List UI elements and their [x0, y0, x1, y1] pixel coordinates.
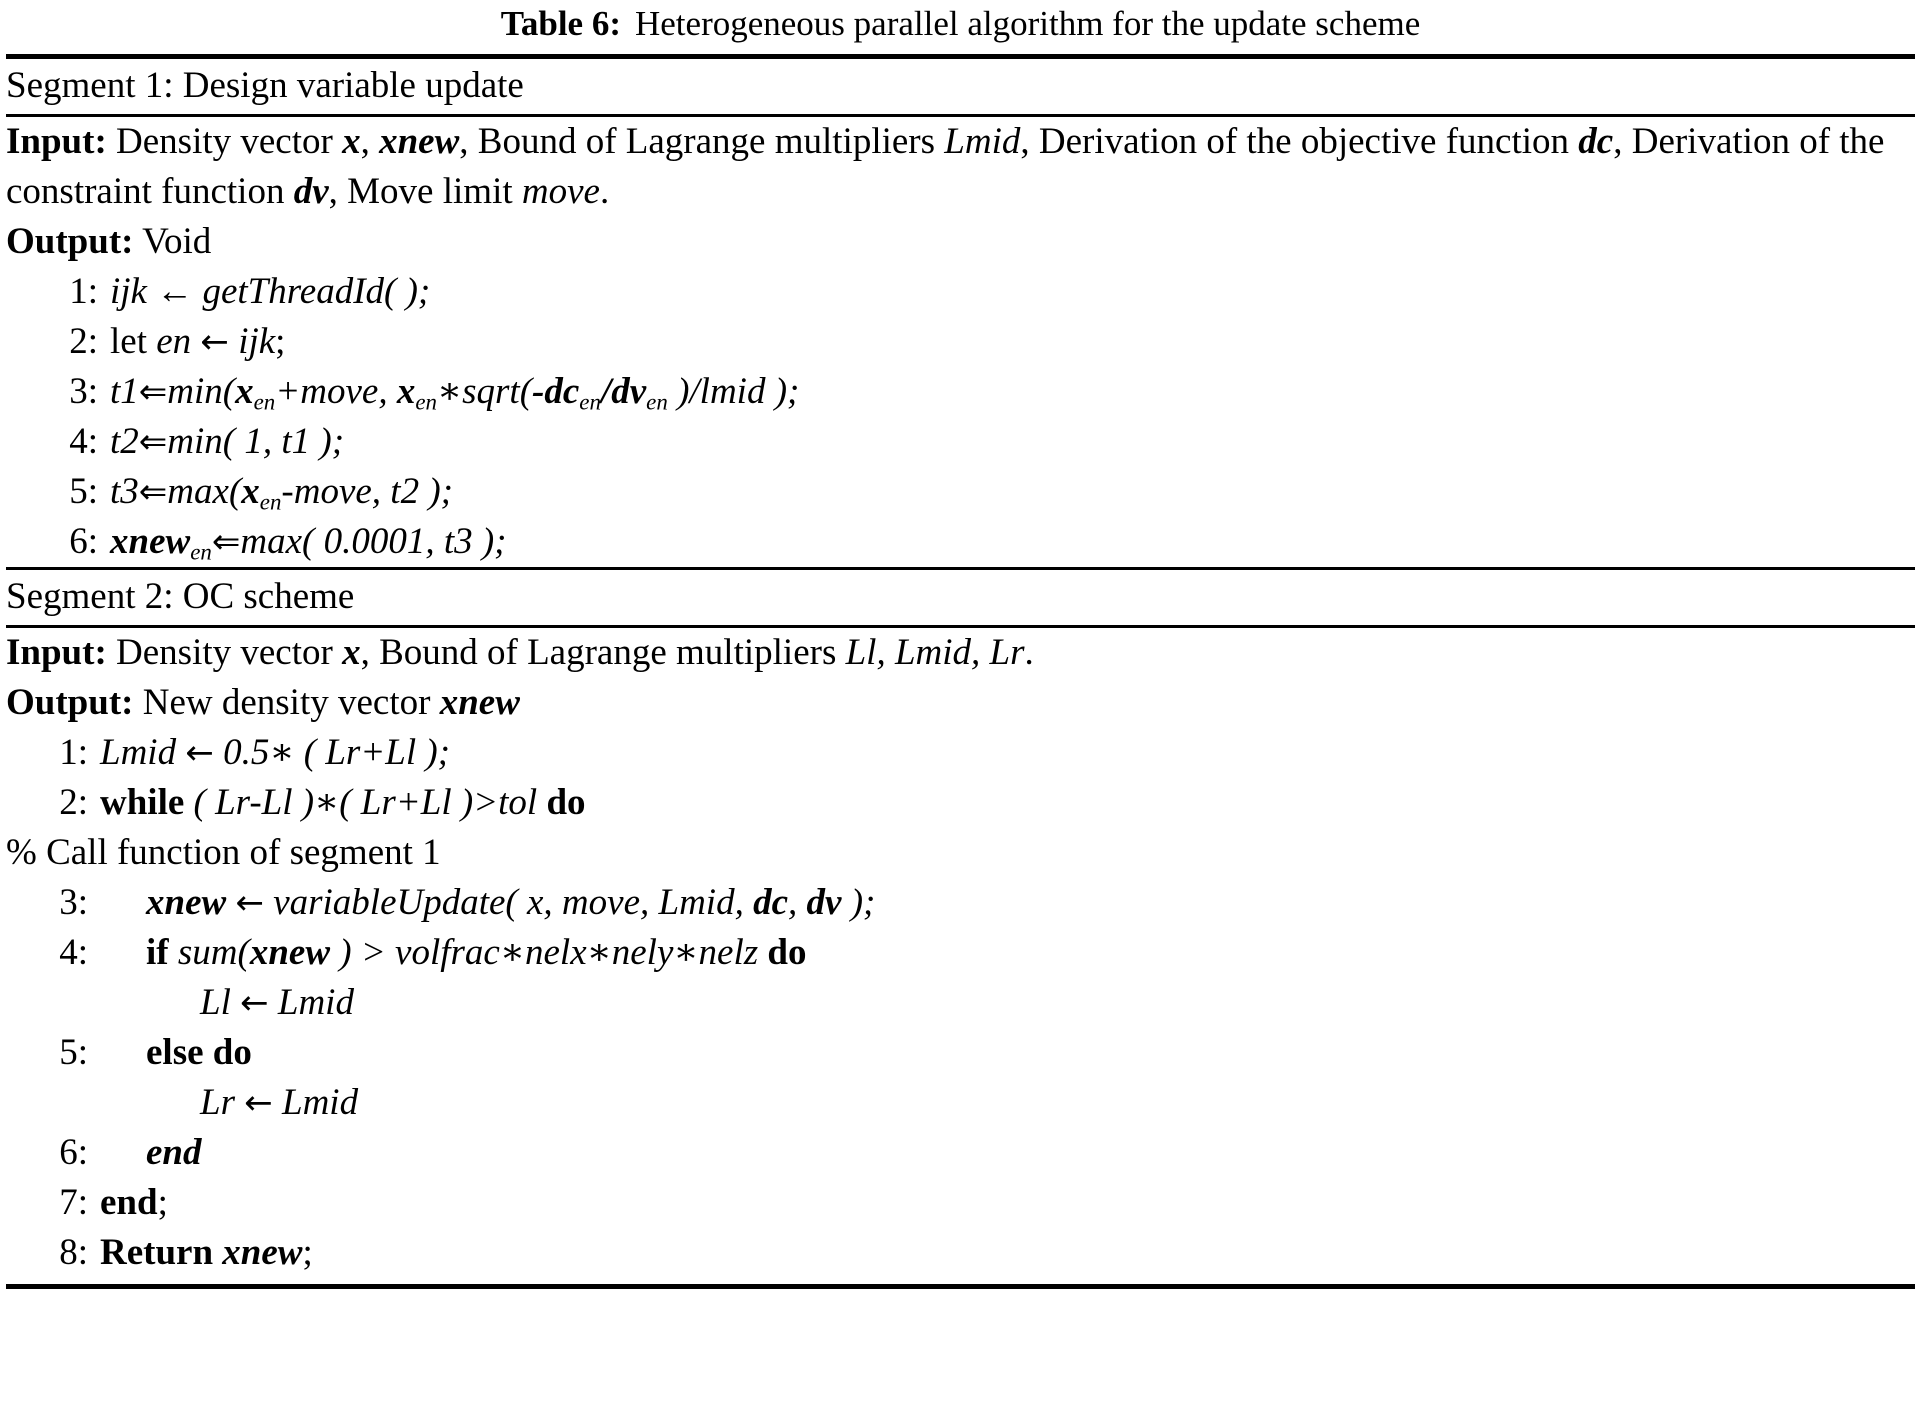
- segment1-input-row: [6, 117, 1915, 217]
- tok-a: sum(: [177, 932, 250, 974]
- segment2-line-3: [6, 878, 1915, 928]
- left-arrow-icon: ←: [235, 883, 264, 924]
- tok-a: Lr: [200, 1082, 235, 1124]
- left-arrow-icon: ←: [185, 733, 214, 774]
- tok-b: max(: [167, 471, 242, 513]
- tok-a: xnew: [222, 1232, 303, 1274]
- sub-en: en: [190, 539, 212, 565]
- line-number: 1:: [69, 271, 98, 313]
- segment1-input-p6: , Move limit: [328, 171, 522, 213]
- left-arrow-icon: ←: [244, 1083, 273, 1124]
- segment2-input-row: [6, 628, 1915, 678]
- tok-c: -move, t2 );: [281, 471, 453, 513]
- tok-a: ( Lr-Ll )∗( Lr+Ll )>tol: [184, 782, 547, 824]
- line-number: 2:: [59, 782, 88, 824]
- segment2-line-6: [6, 1128, 1915, 1178]
- tok-e: -dc: [532, 371, 580, 413]
- tok-c: ) > volfrac∗nelx∗nely∗nelz: [330, 932, 768, 974]
- line-content: [110, 471, 453, 515]
- segment1-input-p2: ,: [360, 121, 380, 163]
- segment2-comment-row: [6, 828, 1915, 878]
- tok-f: );: [841, 882, 876, 924]
- tok-b: max( 0.0001, t3 );: [240, 521, 507, 563]
- line-content: [100, 978, 354, 1028]
- segment1-input-v2: xnew: [379, 121, 460, 163]
- tok-b: xnew: [249, 932, 330, 974]
- segment2-input-v1: x: [342, 632, 361, 674]
- segment1-line-4: [6, 417, 1915, 467]
- segment1-input-p7: .: [599, 171, 610, 213]
- segment2-line-ll-assign: [6, 978, 1915, 1028]
- segment1-line-5: [6, 467, 1915, 517]
- line-content: ijk ← getThreadId( );: [110, 271, 431, 313]
- segment1-line-2: [6, 317, 1915, 367]
- segment2-input-label: Input:: [6, 632, 107, 674]
- sub-en: en: [579, 389, 601, 415]
- keyword-while: while: [100, 782, 185, 824]
- segment2-line-8: [6, 1228, 1915, 1278]
- line-content: [100, 928, 806, 978]
- segment2-output-row: [6, 678, 1915, 728]
- tok-d: ∗sqrt(: [436, 371, 533, 413]
- segment1-input-v6: move: [521, 171, 600, 213]
- line-number: 5:: [69, 471, 98, 513]
- double-left-arrow-icon: ⇐: [138, 372, 168, 413]
- caption-title: Heterogeneous parallel algorithm for the update scheme: [635, 4, 1421, 43]
- line-content: [100, 878, 875, 928]
- tok-e: dv: [806, 882, 842, 924]
- segment2-input-p3: .: [1024, 632, 1034, 674]
- tok-d: ,: [788, 882, 807, 924]
- segment1-input-v3: Lmid: [944, 121, 1021, 163]
- line-content: [100, 1078, 358, 1128]
- segment2-output-p1: New density vector: [142, 682, 440, 724]
- double-left-arrow-icon: ⇐: [138, 472, 168, 513]
- caption-label: Table 6:: [500, 4, 621, 43]
- segment1-input-v5: dv: [293, 171, 329, 213]
- tok-a: Ll: [200, 982, 231, 1024]
- segment2-output-v1: xnew: [439, 682, 520, 724]
- tok-x2: x: [396, 371, 416, 413]
- var-ijk: ijk: [238, 321, 276, 363]
- tok-b: 0.5∗ ( Lr+Ll );: [223, 732, 451, 774]
- segment2-body: [6, 628, 1915, 1278]
- tok-a: t2: [110, 421, 139, 463]
- tok-a: t1: [110, 371, 139, 413]
- line-content: [110, 371, 800, 415]
- tok-c: +move,: [275, 371, 397, 413]
- line-content: [110, 521, 507, 565]
- line-content: [100, 1232, 313, 1273]
- segment1-output-value: Void: [142, 221, 212, 263]
- line-content: [100, 1128, 202, 1178]
- segment1-body: [6, 117, 1915, 567]
- double-left-arrow-icon: ⇐: [138, 422, 168, 463]
- segment2-input-p1: Density vector: [116, 632, 343, 674]
- segment2-input-v2: Ll, Lmid, Lr: [845, 632, 1025, 674]
- segment1-input-v4: dc: [1578, 121, 1614, 163]
- keyword-return: Return: [100, 1232, 214, 1274]
- line-content: let en ← ijk;: [110, 321, 286, 363]
- segment1-input-v1: x: [342, 121, 361, 163]
- table-bottom-rule: [6, 1284, 1915, 1289]
- tok-b: min(: [167, 371, 236, 413]
- line-number: 6:: [59, 1132, 88, 1174]
- sub-en: en: [253, 389, 276, 415]
- segment2-line-2: [6, 778, 1915, 828]
- segment2-line-1: [6, 728, 1915, 778]
- tok-g: )/lmid );: [667, 371, 800, 413]
- line-number: 4:: [69, 421, 98, 463]
- line-content: [100, 732, 450, 773]
- keyword-if: if: [146, 932, 169, 974]
- keyword-end: end: [100, 1182, 158, 1224]
- segment2-comment: % Call function of segment 1: [6, 832, 441, 874]
- line-content: [100, 782, 586, 823]
- line-number: 3:: [69, 371, 98, 413]
- tok-x1: x: [235, 371, 254, 413]
- segment2-line-5: [6, 1028, 1915, 1078]
- segment2-input-p2: , Bound of Lagrange multipliers: [360, 632, 846, 674]
- table-caption: [6, 0, 1915, 54]
- sub-en: en: [259, 489, 282, 515]
- segment1-input-p3: , Bound of Lagrange multipliers: [459, 121, 945, 163]
- tok-tail: ;: [157, 1182, 168, 1224]
- segment1-header: Segment 1: Design variable update: [6, 65, 524, 107]
- double-left-arrow-icon: ⇐: [211, 522, 241, 563]
- segment1-line-6: [6, 517, 1915, 567]
- segment1-output-row: [6, 217, 1915, 267]
- line-number: 1:: [59, 732, 88, 774]
- tok-b: variableUpdate( x, move, Lmid,: [273, 882, 754, 924]
- line-content: [100, 1182, 168, 1223]
- line-number: 5:: [59, 1032, 88, 1074]
- line-number: 6:: [69, 521, 98, 563]
- keyword-do: do: [767, 932, 807, 974]
- segment2-line-4: [6, 928, 1915, 978]
- keyword-else-do: else do: [146, 1032, 252, 1074]
- segment1-input-p5: , Derivation of the constraint function: [6, 121, 1885, 213]
- tok-b: Lmid: [277, 982, 354, 1024]
- keyword-end: end: [146, 1132, 202, 1174]
- var-en: en: [156, 321, 192, 363]
- line-content: [110, 421, 344, 462]
- segment1-input-p1: Density vector: [116, 121, 343, 163]
- sub-en: en: [646, 389, 668, 415]
- tok-a: xnew: [110, 521, 191, 563]
- tok-b: min( 1, t1 );: [167, 421, 345, 463]
- line-number: 2:: [69, 321, 98, 363]
- segment2-output-label: Output:: [6, 682, 134, 724]
- tok-a: Lmid: [100, 732, 177, 774]
- segment1-line-3: [6, 367, 1915, 417]
- line-number: 8:: [59, 1232, 88, 1274]
- segment1-input-p4: , Derivation of the objective function: [1020, 121, 1579, 163]
- segment2-line-lr-assign: [6, 1078, 1915, 1128]
- segment2-line-7: [6, 1178, 1915, 1228]
- keyword-do: do: [546, 782, 586, 824]
- segment1-line-1: [6, 267, 1915, 317]
- sub-en: en: [415, 389, 437, 415]
- tok-c: dc: [753, 882, 789, 924]
- segment2-header: Segment 2: OC scheme: [6, 576, 355, 618]
- segment1-input-label: Input:: [6, 121, 107, 163]
- line-content: [100, 1028, 252, 1078]
- tok-a: xnew: [146, 882, 227, 924]
- tok-x1: x: [241, 471, 260, 513]
- left-arrow-icon: ←: [240, 983, 269, 1024]
- segment1-output-label: Output:: [6, 221, 134, 263]
- tok-tail: ;: [302, 1232, 313, 1274]
- line-number: 3:: [59, 882, 88, 924]
- line-number: 7:: [59, 1182, 88, 1224]
- left-arrow-icon: ←: [200, 322, 229, 363]
- tok-f: /dv: [600, 371, 647, 413]
- tok-a: t3: [110, 471, 139, 513]
- tok-b: Lmid: [282, 1082, 359, 1124]
- line-number: 4:: [59, 932, 88, 974]
